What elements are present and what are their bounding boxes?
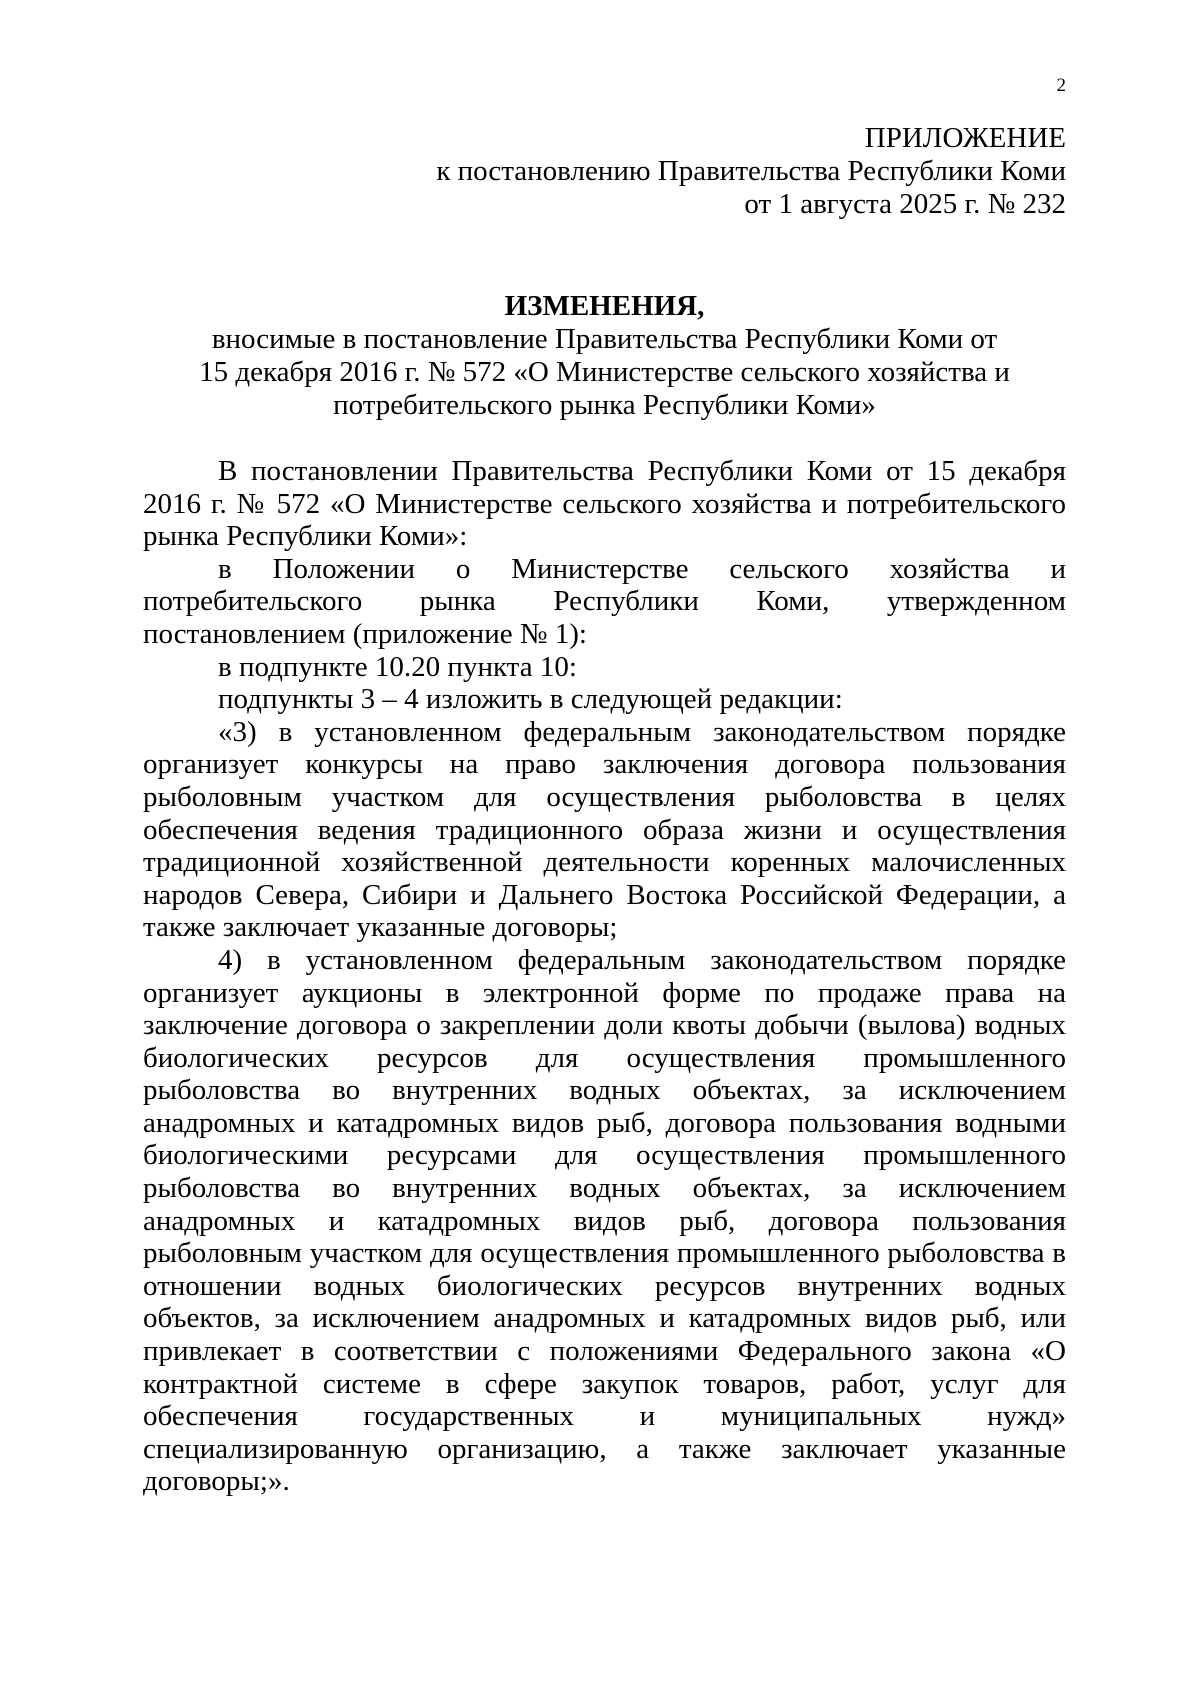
page-number: 2	[1056, 75, 1066, 96]
document-title: ИЗМЕНЕНИЯ,	[504, 290, 705, 322]
annex-resolution-ref: к постановлению Правительства Республики Коми	[436, 155, 1066, 187]
heading-line-3: потребительского рынка Республики Коми»	[333, 389, 876, 421]
annex-title: ПРИЛОЖЕНИЕ	[864, 122, 1066, 154]
document-heading	[143, 290, 1066, 422]
annex-block	[366, 122, 1066, 221]
paragraph-item-3: «3) в установленном федеральным законодательством порядке организует конкурсы на право заключения договора пользования рыболовным участком для осуществления рыболовства в целях обеспечения ведения традиционного образа жизни и осуществления традиционной хозяйственной деятельности коренных малочисленных народов Севера, Сибири и Дальнего Востока Российской Федерации, а также заключает указанные договоры;	[143, 715, 1066, 944]
paragraph-subclause: в подпункте 10.20 пункта 10:	[218, 650, 577, 683]
paragraph-instruction: подпункты 3 – 4 изложить в следующей редакции:	[218, 683, 843, 716]
heading-line-1: вносимые в постановление Правительства Республики Коми от	[211, 323, 998, 355]
paragraph-regulation: в Положении о Министерстве сельского хозяйства и потребительского рынка Республики Коми, утвержденном постановлением (приложение № 1):	[143, 552, 1066, 650]
paragraph-item-4: 4) в установленном федеральным законодательством порядке организует аукционы в электронной форме по продаже права на заключение договора о закреплении доли квоты добычи (вылова) водных биологических ресурсов для осуществления промышленного рыболовства во внутренних водных объектах, за исключением анадромных и катадромных видов рыб, договора пользования водными биологическими ресурсами для осуществления промышленного рыболовства во внутренних водных объектах, за исключением анадромных и катадромных видов рыб, договора пользования рыболовным участком для осуществления промышленного рыболовства в отношении водных биологических ресурсов внутренних водных объектов, за исключением анадромных и катадромных видов рыб, или привлекает в соответствии с положениями Федерального закона «О контрактной системе в сфере закупок товаров, работ, услуг для обеспечения государственных и муниципальных нужд» специализированную организацию, а также заключает указанные договоры;».	[143, 943, 1066, 1498]
paragraph-intro: В постановлении Правительства Республики Коми от 15 декабря 2016 г. № 572 «О Министерстве сельского хозяйства и потребительского рынка Республики Коми»:	[143, 455, 1066, 553]
annex-resolution-date: от 1 августа 2025 г. № 232	[744, 188, 1066, 220]
heading-line-2: 15 декабря 2016 г. № 572 «О Министерстве сельского хозяйства и	[199, 356, 1010, 388]
document-body	[143, 455, 1066, 1498]
